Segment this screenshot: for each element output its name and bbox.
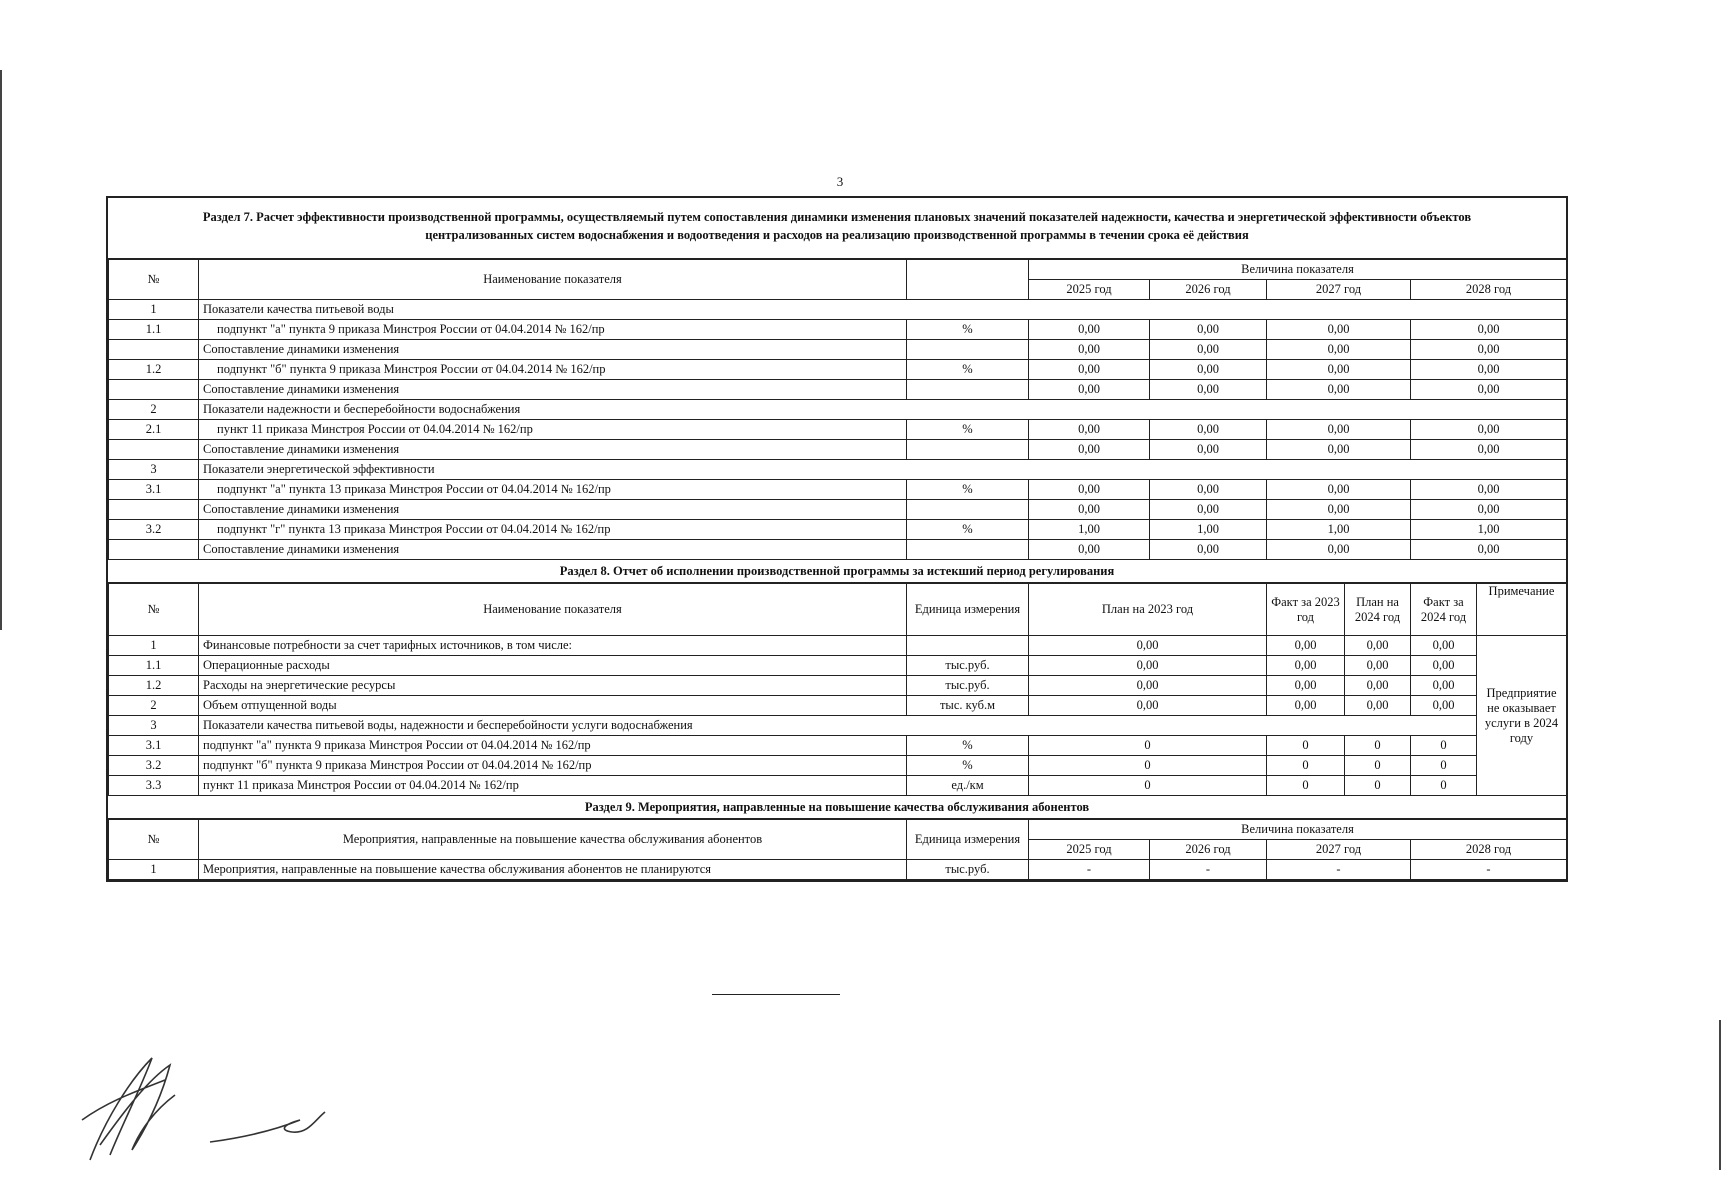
row-name: Сопоставление динамики изменения bbox=[199, 340, 907, 360]
row-name: Показатели качества питьевой воды, надежности и бесперебойности услуги водоснабжения bbox=[199, 716, 1477, 736]
row-unit: % bbox=[907, 420, 1029, 440]
section8-table bbox=[108, 583, 1567, 796]
row-value: 1,00 bbox=[1029, 520, 1150, 540]
row-number: 3.3 bbox=[109, 776, 199, 796]
row-unit: % bbox=[907, 736, 1029, 756]
row-fact-2024: 0,00 bbox=[1411, 656, 1477, 676]
row-value: 0,00 bbox=[1150, 420, 1267, 440]
row-number: 1.1 bbox=[109, 320, 199, 340]
row-number: 3.2 bbox=[109, 520, 199, 540]
row-value: 0,00 bbox=[1267, 440, 1411, 460]
row-number: 3.2 bbox=[109, 756, 199, 776]
row-plan-2024: 0 bbox=[1345, 756, 1411, 776]
row-value: 0,00 bbox=[1411, 540, 1567, 560]
row-fact-2024: 0,00 bbox=[1411, 696, 1477, 716]
row-value: 0,00 bbox=[1267, 500, 1411, 520]
row-fact-2024: 0 bbox=[1411, 756, 1477, 776]
row-fact-2023: 0,00 bbox=[1267, 676, 1345, 696]
row-number: 3 bbox=[109, 716, 199, 736]
row-value: 0,00 bbox=[1150, 340, 1267, 360]
row-name: подпункт "а" пункта 9 приказа Минстроя России от 04.04.2014 № 162/пр bbox=[199, 736, 907, 756]
row-name: подпункт "б" пункта 9 приказа Минстроя России от 04.04.2014 № 162/пр bbox=[199, 756, 907, 776]
table-row bbox=[109, 460, 1567, 480]
row-plan-2024: 0 bbox=[1345, 736, 1411, 756]
row-name: Финансовые потребности за счет тарифных источников, в том числе: bbox=[199, 636, 907, 656]
row-number: 1.1 bbox=[109, 656, 199, 676]
row-value: 0,00 bbox=[1150, 440, 1267, 460]
row-fact-2023: 0,00 bbox=[1267, 636, 1345, 656]
table-row bbox=[109, 520, 1567, 540]
row-fact-2023: 0,00 bbox=[1267, 656, 1345, 676]
row-unit bbox=[907, 440, 1029, 460]
row-plan-2023: 0,00 bbox=[1029, 636, 1267, 656]
row-value: - bbox=[1411, 860, 1567, 880]
column-header-fact-2024: Факт за 2024 год bbox=[1411, 584, 1477, 636]
row-value: 1,00 bbox=[1150, 520, 1267, 540]
row-name: подпункт "а" пункта 13 приказа Минстроя России от 04.04.2014 № 162/пр bbox=[199, 480, 907, 500]
row-value: 0,00 bbox=[1029, 420, 1150, 440]
column-header-year: 2026 год bbox=[1150, 280, 1267, 300]
row-fact-2023: 0,00 bbox=[1267, 696, 1345, 716]
row-unit bbox=[907, 500, 1029, 520]
row-plan-2023: 0,00 bbox=[1029, 696, 1267, 716]
row-fact-2023: 0 bbox=[1267, 776, 1345, 796]
row-number bbox=[109, 380, 199, 400]
row-name: Показатели надежности и бесперебойности водоснабжения bbox=[199, 400, 1567, 420]
row-value: 0,00 bbox=[1029, 480, 1150, 500]
row-value: 1,00 bbox=[1411, 520, 1567, 540]
table-row bbox=[109, 300, 1567, 320]
row-unit: % bbox=[907, 756, 1029, 776]
row-name: Сопоставление динамики изменения bbox=[199, 380, 907, 400]
row-number: 1 bbox=[109, 636, 199, 656]
row-value: 0,00 bbox=[1029, 440, 1150, 460]
row-note: Предприятие не оказывает услуги в 2024 году bbox=[1477, 636, 1567, 796]
row-name: Сопоставление динамики изменения bbox=[199, 440, 907, 460]
row-plan-2024: 0,00 bbox=[1345, 656, 1411, 676]
row-plan-2024: 0,00 bbox=[1345, 636, 1411, 656]
row-value: 0,00 bbox=[1411, 500, 1567, 520]
column-header-year: 2025 год bbox=[1029, 280, 1150, 300]
row-value: 0,00 bbox=[1029, 540, 1150, 560]
row-number bbox=[109, 500, 199, 520]
row-fact-2024: 0,00 bbox=[1411, 636, 1477, 656]
table-row bbox=[109, 360, 1567, 380]
row-value: 0,00 bbox=[1411, 360, 1567, 380]
row-unit: ед./км bbox=[907, 776, 1029, 796]
row-name: подпункт "г" пункта 13 приказа Минстроя России от 04.04.2014 № 162/пр bbox=[199, 520, 907, 540]
row-value: 0,00 bbox=[1267, 540, 1411, 560]
row-value: - bbox=[1150, 860, 1267, 880]
row-number: 3.1 bbox=[109, 736, 199, 756]
row-unit: тыс.руб. bbox=[907, 656, 1029, 676]
row-name: Сопоставление динамики изменения bbox=[199, 540, 907, 560]
table-row bbox=[109, 716, 1567, 736]
row-unit bbox=[907, 540, 1029, 560]
footer-rule bbox=[712, 994, 840, 995]
row-value: 0,00 bbox=[1267, 380, 1411, 400]
row-value: 0,00 bbox=[1411, 420, 1567, 440]
row-fact-2023: 0 bbox=[1267, 736, 1345, 756]
row-plan-2024: 0,00 bbox=[1345, 696, 1411, 716]
row-number: 1.2 bbox=[109, 360, 199, 380]
row-plan-2023: 0 bbox=[1029, 736, 1267, 756]
row-name: подпункт "б" пункта 9 приказа Минстроя России от 04.04.2014 № 162/пр bbox=[199, 360, 907, 380]
table-row bbox=[109, 776, 1567, 796]
table-row bbox=[109, 676, 1567, 696]
row-number: 3.1 bbox=[109, 480, 199, 500]
column-header-value-group: Величина показателя bbox=[1029, 260, 1567, 280]
table-row bbox=[109, 320, 1567, 340]
column-header-no: № bbox=[109, 820, 199, 860]
row-value: 0,00 bbox=[1029, 500, 1150, 520]
row-unit: тыс.руб. bbox=[907, 860, 1029, 880]
row-number: 2 bbox=[109, 400, 199, 420]
table-row bbox=[109, 420, 1567, 440]
row-fact-2023: 0 bbox=[1267, 756, 1345, 776]
section8-title: Раздел 8. Отчет об исполнении производственной программы за истекший период регулирования bbox=[108, 560, 1566, 583]
row-value: 0,00 bbox=[1267, 420, 1411, 440]
row-number: 2.1 bbox=[109, 420, 199, 440]
table-row bbox=[109, 696, 1567, 716]
row-plan-2024: 0 bbox=[1345, 776, 1411, 796]
section9-title: Раздел 9. Мероприятия, направленные на повышение качества обслуживания абонентов bbox=[108, 796, 1566, 819]
row-value: 0,00 bbox=[1150, 480, 1267, 500]
row-number: 1 bbox=[109, 300, 199, 320]
row-unit: % bbox=[907, 480, 1029, 500]
table-row bbox=[109, 736, 1567, 756]
row-number: 1 bbox=[109, 860, 199, 880]
column-header-note: Примечание bbox=[1477, 584, 1567, 636]
column-header-year: 2028 год bbox=[1411, 280, 1567, 300]
table-row bbox=[109, 380, 1567, 400]
row-number: 1.2 bbox=[109, 676, 199, 696]
handwritten-signature bbox=[70, 1050, 330, 1170]
row-unit: тыс.руб. bbox=[907, 676, 1029, 696]
row-fact-2024: 0,00 bbox=[1411, 676, 1477, 696]
column-header-plan-2024: План на 2024 год bbox=[1345, 584, 1411, 636]
row-unit bbox=[907, 380, 1029, 400]
row-value: 0,00 bbox=[1150, 320, 1267, 340]
row-plan-2023: 0,00 bbox=[1029, 676, 1267, 696]
table-row bbox=[109, 400, 1567, 420]
row-fact-2024: 0 bbox=[1411, 736, 1477, 756]
row-value: 0,00 bbox=[1411, 340, 1567, 360]
column-header-fact-2023: Факт за 2023 год bbox=[1267, 584, 1345, 636]
row-value: 0,00 bbox=[1029, 320, 1150, 340]
section7-title: Раздел 7. Расчет эффективности производственной программы, осуществляемый путем сопоставления динамики изменения плановых значений показателей надежности, качества и энергетической эффективности объектов централизованных систем водоснабжения и водоотведения и расходов на реализацию производственной программы в течении срока её действия bbox=[108, 198, 1566, 259]
scan-edge-mark bbox=[0, 70, 2, 630]
table-row bbox=[109, 656, 1567, 676]
column-header-year: 2027 год bbox=[1267, 280, 1411, 300]
row-number bbox=[109, 440, 199, 460]
row-value: 0,00 bbox=[1267, 340, 1411, 360]
document-frame bbox=[106, 196, 1568, 882]
row-value: 0,00 bbox=[1267, 320, 1411, 340]
table-row bbox=[109, 756, 1567, 776]
row-name: Показатели качества питьевой воды bbox=[199, 300, 1567, 320]
column-header-name: Наименование показателя bbox=[199, 260, 907, 300]
page-number: 3 bbox=[836, 174, 844, 189]
row-unit: % bbox=[907, 360, 1029, 380]
row-value: 0,00 bbox=[1150, 500, 1267, 520]
row-value: 0,00 bbox=[1411, 480, 1567, 500]
row-value: 0,00 bbox=[1411, 380, 1567, 400]
row-number bbox=[109, 540, 199, 560]
column-header-plan-2023: План на 2023 год bbox=[1029, 584, 1267, 636]
row-name: Сопоставление динамики изменения bbox=[199, 500, 907, 520]
row-name: пункт 11 приказа Минстроя России от 04.04.2014 № 162/пр bbox=[199, 420, 907, 440]
row-unit: тыс. куб.м bbox=[907, 696, 1029, 716]
row-name: Мероприятия, направленные на повышение качества обслуживания абонентов не планируются bbox=[199, 860, 907, 880]
row-value: 0,00 bbox=[1411, 320, 1567, 340]
row-plan-2023: 0 bbox=[1029, 756, 1267, 776]
row-value: 0,00 bbox=[1029, 340, 1150, 360]
row-number bbox=[109, 340, 199, 360]
row-value: 0,00 bbox=[1029, 380, 1150, 400]
table-row bbox=[109, 540, 1567, 560]
row-fact-2024: 0 bbox=[1411, 776, 1477, 796]
table-row bbox=[109, 860, 1567, 880]
column-header-no: № bbox=[109, 260, 199, 300]
section7-table bbox=[108, 259, 1567, 560]
row-name: Объем отпущенной воды bbox=[199, 696, 907, 716]
table-row bbox=[109, 636, 1567, 656]
row-name: Операционные расходы bbox=[199, 656, 907, 676]
row-plan-2024: 0,00 bbox=[1345, 676, 1411, 696]
row-value: 0,00 bbox=[1150, 540, 1267, 560]
column-header-year: 2026 год bbox=[1150, 840, 1267, 860]
row-value: 0,00 bbox=[1267, 360, 1411, 380]
row-value: 0,00 bbox=[1150, 360, 1267, 380]
row-number: 3 bbox=[109, 460, 199, 480]
row-value: 0,00 bbox=[1267, 480, 1411, 500]
row-name: пункт 11 приказа Минстроя России от 04.04.2014 № 162/пр bbox=[199, 776, 907, 796]
column-header-year: 2025 год bbox=[1029, 840, 1150, 860]
row-plan-2023: 0 bbox=[1029, 776, 1267, 796]
row-name: подпункт "а" пункта 9 приказа Минстроя России от 04.04.2014 № 162/пр bbox=[199, 320, 907, 340]
column-header-no: № bbox=[109, 584, 199, 636]
row-unit: % bbox=[907, 520, 1029, 540]
row-plan-2023: 0,00 bbox=[1029, 656, 1267, 676]
row-value: - bbox=[1267, 860, 1411, 880]
table-row bbox=[109, 480, 1567, 500]
table-row bbox=[109, 440, 1567, 460]
row-unit bbox=[907, 340, 1029, 360]
row-value: 0,00 bbox=[1411, 440, 1567, 460]
row-unit: % bbox=[907, 320, 1029, 340]
row-value: - bbox=[1029, 860, 1150, 880]
column-header-unit: Единица измерения bbox=[907, 584, 1029, 636]
column-header-unit: Единица измерения bbox=[907, 820, 1029, 860]
column-header-name: Мероприятия, направленные на повышение качества обслуживания абонентов bbox=[199, 820, 907, 860]
table-row bbox=[109, 340, 1567, 360]
column-header-unit bbox=[907, 260, 1029, 300]
row-name: Показатели энергетической эффективности bbox=[199, 460, 1567, 480]
column-header-name: Наименование показателя bbox=[199, 584, 907, 636]
row-unit bbox=[907, 636, 1029, 656]
row-value: 1,00 bbox=[1267, 520, 1411, 540]
table-row bbox=[109, 500, 1567, 520]
column-header-year: 2027 год bbox=[1267, 840, 1411, 860]
section9-table bbox=[108, 819, 1567, 880]
row-name: Расходы на энергетические ресурсы bbox=[199, 676, 907, 696]
column-header-value-group: Величина показателя bbox=[1029, 820, 1567, 840]
row-number: 2 bbox=[109, 696, 199, 716]
row-value: 0,00 bbox=[1029, 360, 1150, 380]
row-value: 0,00 bbox=[1150, 380, 1267, 400]
column-header-year: 2028 год bbox=[1411, 840, 1567, 860]
